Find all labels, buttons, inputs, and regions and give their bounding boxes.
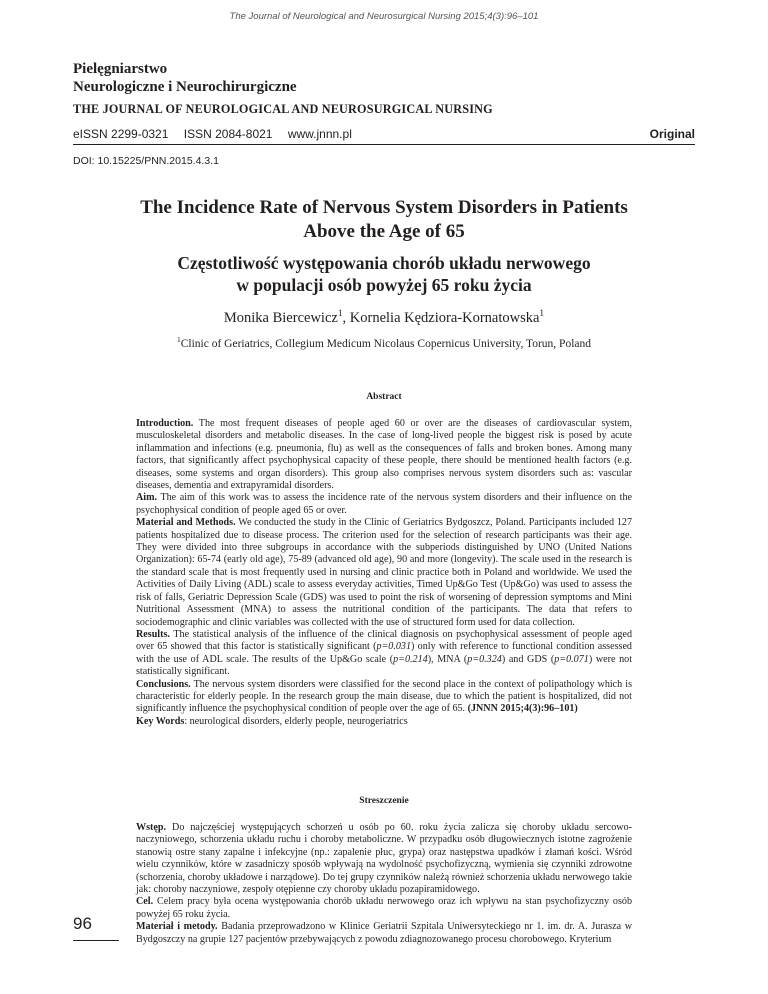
material-text: Badania przeprowadzono w Klinice Geriatrii Szpitala Uniwersyteckiego nr 1. im. dr. A. Jurasza w Bydgoszczy na grupie 127 pacjentów przebywających z powodu zdiagnozowanego procesu chorobowego. Kryterium [136,921,632,945]
doi[interactable]: DOI: 10.15225/PNN.2015.4.3.1 [73,155,219,167]
cel-label: Cel. [136,896,154,908]
p-value: p=0.324 [467,653,502,665]
abstract-methods [136,517,632,629]
journal-identifiers [73,127,364,141]
header-divider [73,144,695,145]
article-title-en [0,196,768,244]
journal-name-pl [73,60,297,96]
authors [0,310,768,327]
abstract-results-text: ) were not statistically significant. [136,653,632,678]
wstep-text: Do najczęściej występujących schorzeń u osób po 60. roku życia zalicza się choroby układu sercowo-naczyniowego, schorzenia układu ruchu i choroby metaboliczne. W przypadku osób długowiecznych istotne zagrożenie stanowią ostre stany zapalne i infekcyjne (np.: zapalenie płuc, grypa) oraz następstwa upadków i złamań kości. Wśród wielu czynników, które w zasadniczy sposób wpływają na wydolność psychofizyczną, wymienia się czynniki zdrowotne (schorzenia, choroby układowe i narządowe). Do tej grupy czynników należą również schorzenia układu nerwowego takie jak: choroby naczyniowe, zespoły otępienne czy choroby układu pozapiramidowego. [136,822,632,896]
affiliation-number: 1 [177,335,181,345]
eissn: eISSN 2299-0321 [73,127,169,141]
streszczenie-material [136,921,632,946]
affiliation [0,335,768,350]
affiliation-text: Clinic of Geriatrics, Collegium Medicum Nicolaus Copernicus University, Torun, Poland [180,338,591,350]
streszczenie-heading: Streszczenie [359,796,409,806]
abstract-conclusions [136,679,632,716]
abstract-conclusions-text: The nervous system disorders were classified for the second place in the context of polipathology which is characteristic for elderly people. In the research group the main disease, due to which the patient is hospitalized, did not significantly influence the psychophysical condition of people over the age of 65. [136,678,632,715]
issn: ISSN 2084-8021 [183,127,273,141]
abstract-results [136,629,632,679]
author-name: Kornelia Kędziora-Kornatowska [349,310,540,326]
cel-text: Celem pracy była ocena występowania chorób układu nerwowego oraz ich wpływu na stan psychofizyczny osób powyżej 65 roku życia. [136,896,632,920]
abstract-introduction [136,418,632,492]
abstract-results-text: ) only with reference to functional condition assessed with the use of ADL scale. The results of the Up&Go scale ( [136,641,632,665]
abstract-results-label: Results. [136,628,170,640]
streszczenie-body [136,822,632,946]
article-type: Original [649,127,695,141]
abstract-keywords [136,716,632,728]
journal-name-en: THE JOURNAL OF NEUROLOGICAL AND NEUROSURGICAL NURSING [73,102,493,116]
abstract-aim-text: The aim of this work was to assess the incidence rate of the nervous system disorders and their influence on the psychophysical condition of people aged 65 or over. [136,492,633,516]
journal-name-pl-line2: Neurologiczne i Neurochirurgiczne [73,79,297,95]
abstract-aim [136,492,632,517]
streszczenie-cel [136,896,632,921]
keywords-text: : neurological disorders, elderly people, neurogeriatrics [184,715,408,727]
page-number: 96 [73,914,92,933]
article-title-pl-line1: Częstotliwość występowania chorób układu nerwowego [177,253,591,273]
article-title-pl [0,252,768,296]
abstract-results-text: The statistical analysis of the influence of the clinical diagnosis on psychophysical assessment of people aged over 65 showed that this factor is statistically significant ( [136,628,633,653]
wstep-label: Wstęp. [136,822,167,833]
p-value: p=0.071 [554,653,589,665]
abstract-aim-label: Aim. [136,492,158,504]
abstract-methods-text: We conducted the study in the Clinic of Geriatrics Bydgoszcz, Poland. Participants included 127 patients hospitalized due to disease process. The criterion used for the selection of research participants was their age. They were divided into three subgroups in accordance with the subperiods distinguished by UNO (United Nations Organization): 65-74 (early old age), 75-89 (advanced old age), 90 and more (longevity). The scale used in the research is the standard scale that is most frequently used in nursing and clinic practice both in Poland and worldwide. We used the Activities of Daily Living (ADL) scale to assess everyday activities, Timed Up&Go Test (Up&Go) was used to assess the risk of falls, Geriatric Depression Scale (GDS) was used to point the risk of worsening of depression symptoms and Mini Nutritional Assessment (MNA) to assess the nutritional condition of the participants. The data that refers to sociodemographic and clinic variables was collected with the use of structured form used for data collection. [136,517,632,628]
author-separator: , [342,310,350,326]
citation: (JNNN 2015;4(3):96–101) [467,703,578,715]
article-title-en-line1: The Incidence Rate of Nervous System Disorders in Patients [140,197,628,218]
p-value: p=0.031 [376,641,412,653]
material-label: Materiał i metody. [136,921,218,933]
page-number-rule [73,940,119,941]
abstract-intro-label: Introduction. [136,418,194,429]
abstract-results-text: ), MNA ( [427,653,468,665]
article-title-en-line2: Above the Age of 65 [303,221,465,242]
journal-name-pl-line1: Pielęgniarstwo [73,61,168,77]
running-head: The Journal of Neurological and Neurosurgical Nursing 2015;4(3):96–101 [229,11,539,22]
author-affil-mark: 1 [337,309,343,320]
journal-website-link[interactable]: www.jnnn.pl [287,127,352,141]
abstract-methods-label: Material and Methods. [136,517,236,529]
streszczenie-wstep [136,822,632,896]
abstract-body [136,418,632,728]
keywords-label: Key Words [136,715,185,727]
abstract-results-text: ) and GDS ( [501,653,555,665]
abstract-heading: Abstract [366,392,402,402]
p-value: p=0.214 [393,653,428,665]
abstract-intro-text: The most frequent diseases of people aged 60 or over are the diseases of cardiovascular system, musculoskeletal disorders and metabolic diseases. In the case of long-lived people the biggest risk is posed by acute inflammation and infections (e.g. pneumonia, flu) as well as the consequences of falls and broken bones. Among many factors, that significantly affect psychophysical capacity of these people, there should be mentioned health factors (e.g. diseases, some systems and organ disorders). This group also comprises nervous system disorders such as: vascular diseases, dementia and extrapyramidal disorders. [136,418,633,492]
author-affil-mark: 1 [539,309,545,320]
abstract-conclusions-label: Conclusions. [136,678,191,690]
author-name: Monika Biercewicz [223,310,338,326]
article-title-pl-line2: w populacji osób powyżej 65 roku życia [236,275,532,295]
